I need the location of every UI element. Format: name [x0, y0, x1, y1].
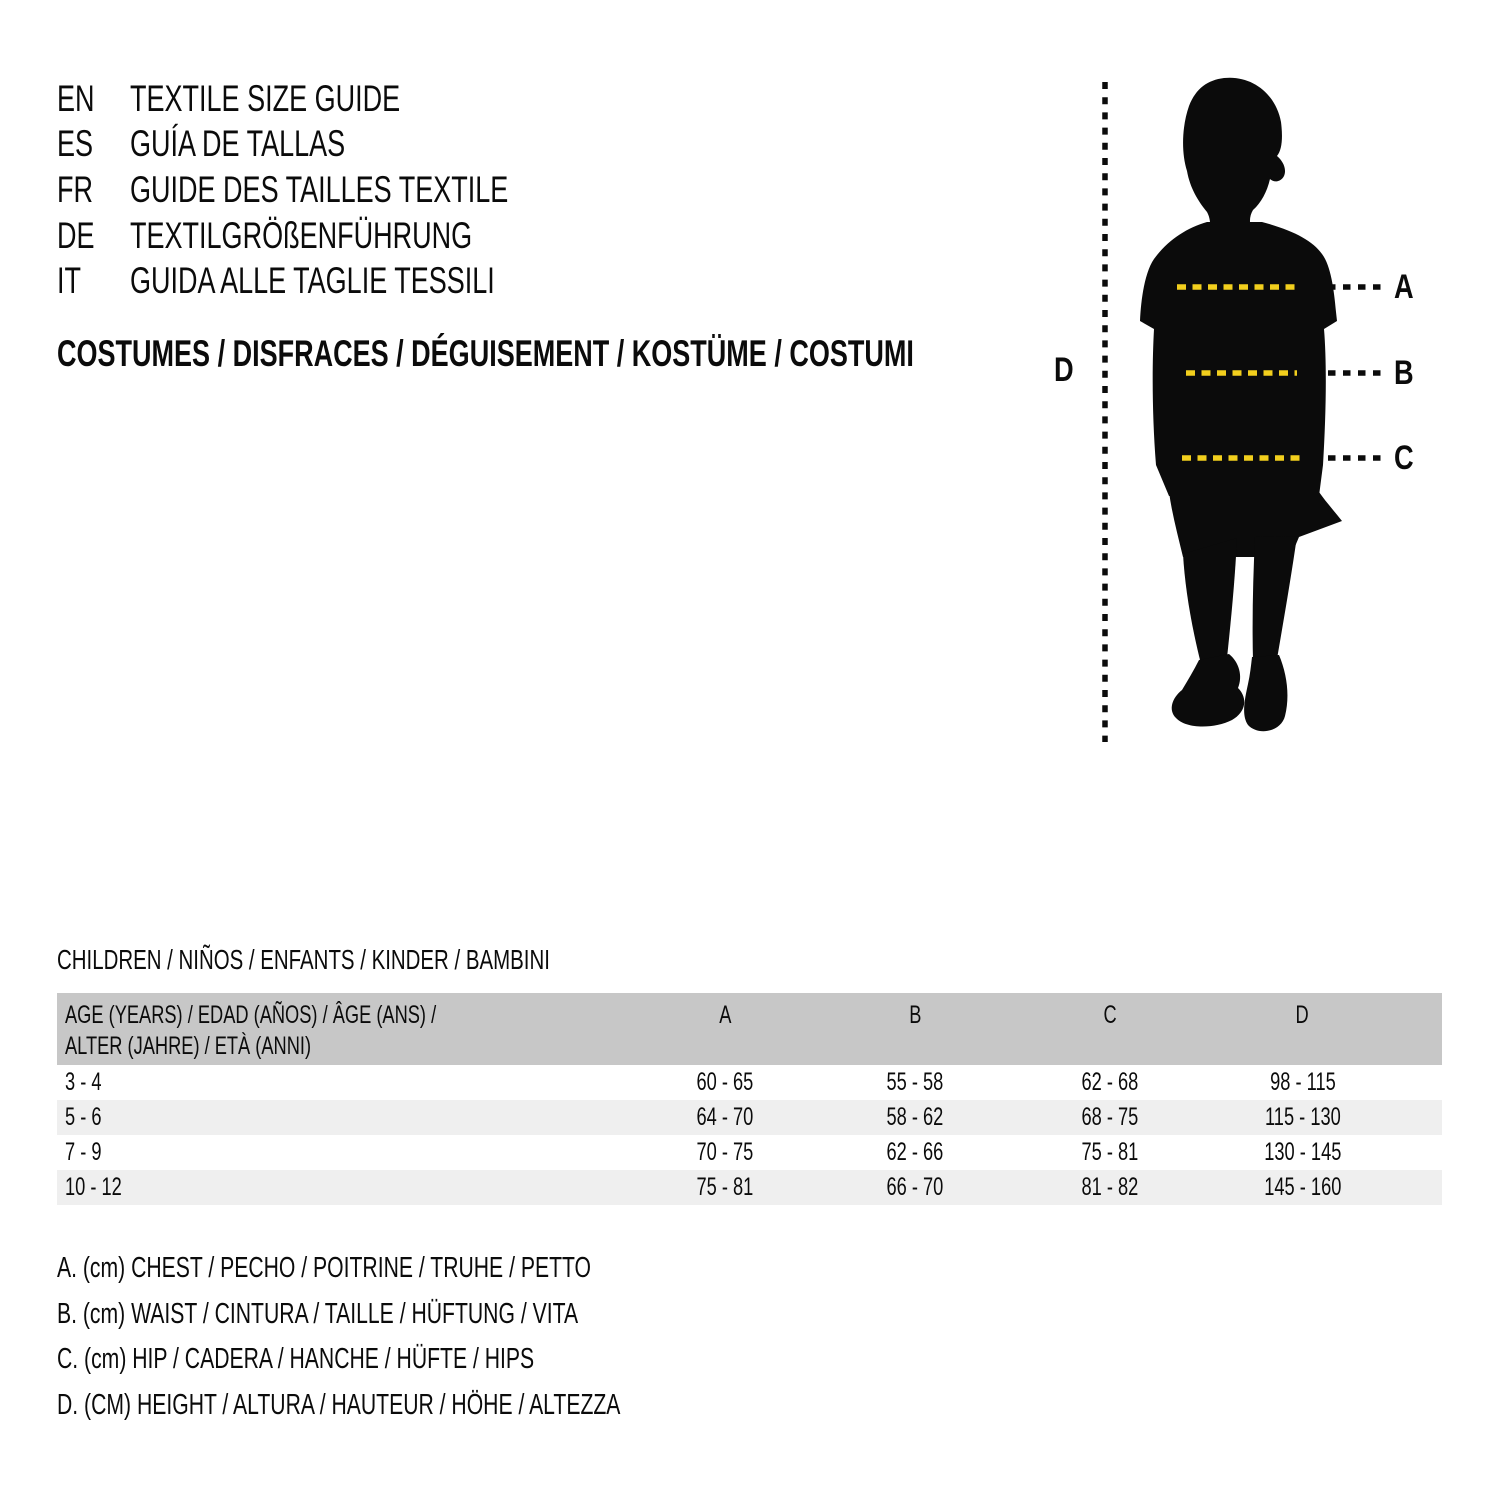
silhouette-torso	[1140, 222, 1337, 496]
language-code: ES	[57, 123, 94, 165]
waist-value-cell: 58 - 62	[886, 1103, 944, 1131]
language-title: TEXTILE SIZE GUIDE	[130, 77, 401, 119]
silhouette-right-leg	[1253, 536, 1297, 661]
silhouette-left-shoe	[1172, 654, 1245, 727]
table-row-age-10-12	[57, 1170, 1442, 1205]
table-row-age-5-6	[57, 1100, 1442, 1135]
table-header-row	[57, 993, 1442, 1065]
age-cell: 10 - 12	[65, 1173, 122, 1201]
column-header-c: C	[1103, 1001, 1117, 1029]
height-value-cell: 130 - 145	[1263, 1138, 1342, 1166]
chest-value-cell: 75 - 81	[696, 1173, 754, 1201]
column-header-a: A	[718, 1001, 732, 1029]
size-table	[57, 993, 1442, 1205]
waist-value-cell: 62 - 66	[886, 1138, 944, 1166]
language-code: IT	[57, 260, 82, 302]
age-cell: 3 - 4	[65, 1068, 102, 1096]
measurement-legend	[57, 1246, 829, 1428]
chest-value-cell: 60 - 65	[696, 1068, 754, 1096]
column-header-d: D	[1295, 1001, 1310, 1029]
language-row-en	[57, 76, 648, 122]
silhouette-right-shoe	[1244, 655, 1287, 731]
waist-label-b: B	[1394, 354, 1414, 392]
hip-value-cell: 75 - 81	[1081, 1138, 1139, 1166]
language-code: DE	[57, 214, 95, 256]
section-title-children: CHILDREN / NIÑOS / ENFANTS / KINDER / BAMBINI	[57, 944, 550, 975]
language-code: FR	[57, 168, 94, 210]
legend-item-chest: A. (cm) CHEST / PECHO / POITRINE / TRUHE / PETTO	[57, 1252, 592, 1285]
language-title: GUIDA ALLE TAGLIE TESSILI	[130, 260, 495, 302]
language-list	[57, 76, 648, 304]
silhouette-left-leg	[1183, 538, 1237, 664]
height-value-cell: 145 - 160	[1263, 1173, 1342, 1201]
age-column-header: AGE (YEARS) / EDAD (AÑOS) / ÂGE (ANS) / ALTER (JAHRE) / ETÀ (ANNI)	[65, 1001, 437, 1060]
hip-value-cell: 81 - 82	[1081, 1173, 1139, 1201]
age-cell: 7 - 9	[65, 1138, 102, 1166]
language-title: TEXTILGRÖßENFÜHRUNG	[130, 214, 473, 256]
waist-value-cell: 55 - 58	[886, 1068, 944, 1096]
chest-value-cell: 64 - 70	[696, 1103, 754, 1131]
language-code: EN	[57, 77, 95, 119]
legend-item-height: D. (CM) HEIGHT / ALTURA / HAUTEUR / HÖHE / ALTEZZA	[57, 1389, 621, 1422]
child-silhouette-graphic	[1040, 60, 1500, 760]
language-row-de	[57, 213, 648, 259]
hip-value-cell: 62 - 68	[1081, 1068, 1139, 1096]
language-row-it	[57, 258, 648, 304]
legend-item-hip: C. (cm) HIP / CADERA / HANCHE / HÜFTE / HIPS	[57, 1343, 535, 1376]
hip-value-cell: 68 - 75	[1081, 1103, 1139, 1131]
language-row-fr	[57, 167, 648, 213]
size-figure	[1040, 60, 1500, 760]
category-title: COSTUMES / DISFRACES / DÉGUISEMENT / KOSTÜME / COSTUMI	[57, 333, 914, 374]
age-cell: 5 - 6	[65, 1103, 102, 1131]
legend-item-waist: B. (cm) WAIST / CINTURA / TAILLE / HÜFTUNG / VITA	[57, 1297, 579, 1330]
height-label-d: D	[1054, 351, 1074, 389]
waist-value-cell: 66 - 70	[886, 1173, 944, 1201]
silhouette-head	[1183, 78, 1285, 238]
language-row-es	[57, 122, 648, 168]
language-title: GUÍA DE TALLAS	[130, 123, 346, 165]
chest-label-a: A	[1394, 268, 1414, 306]
language-title: GUIDE DES TAILLES TEXTILE	[130, 168, 509, 210]
height-value-cell: 98 - 115	[1269, 1068, 1336, 1096]
child-silhouette	[1140, 78, 1342, 732]
chest-value-cell: 70 - 75	[696, 1138, 754, 1166]
table-row-age-3-4	[57, 1065, 1442, 1100]
table-row-age-7-9	[57, 1135, 1442, 1170]
column-header-b: B	[908, 1001, 922, 1029]
height-value-cell: 115 - 130	[1264, 1103, 1341, 1131]
hip-label-c: C	[1394, 439, 1414, 477]
